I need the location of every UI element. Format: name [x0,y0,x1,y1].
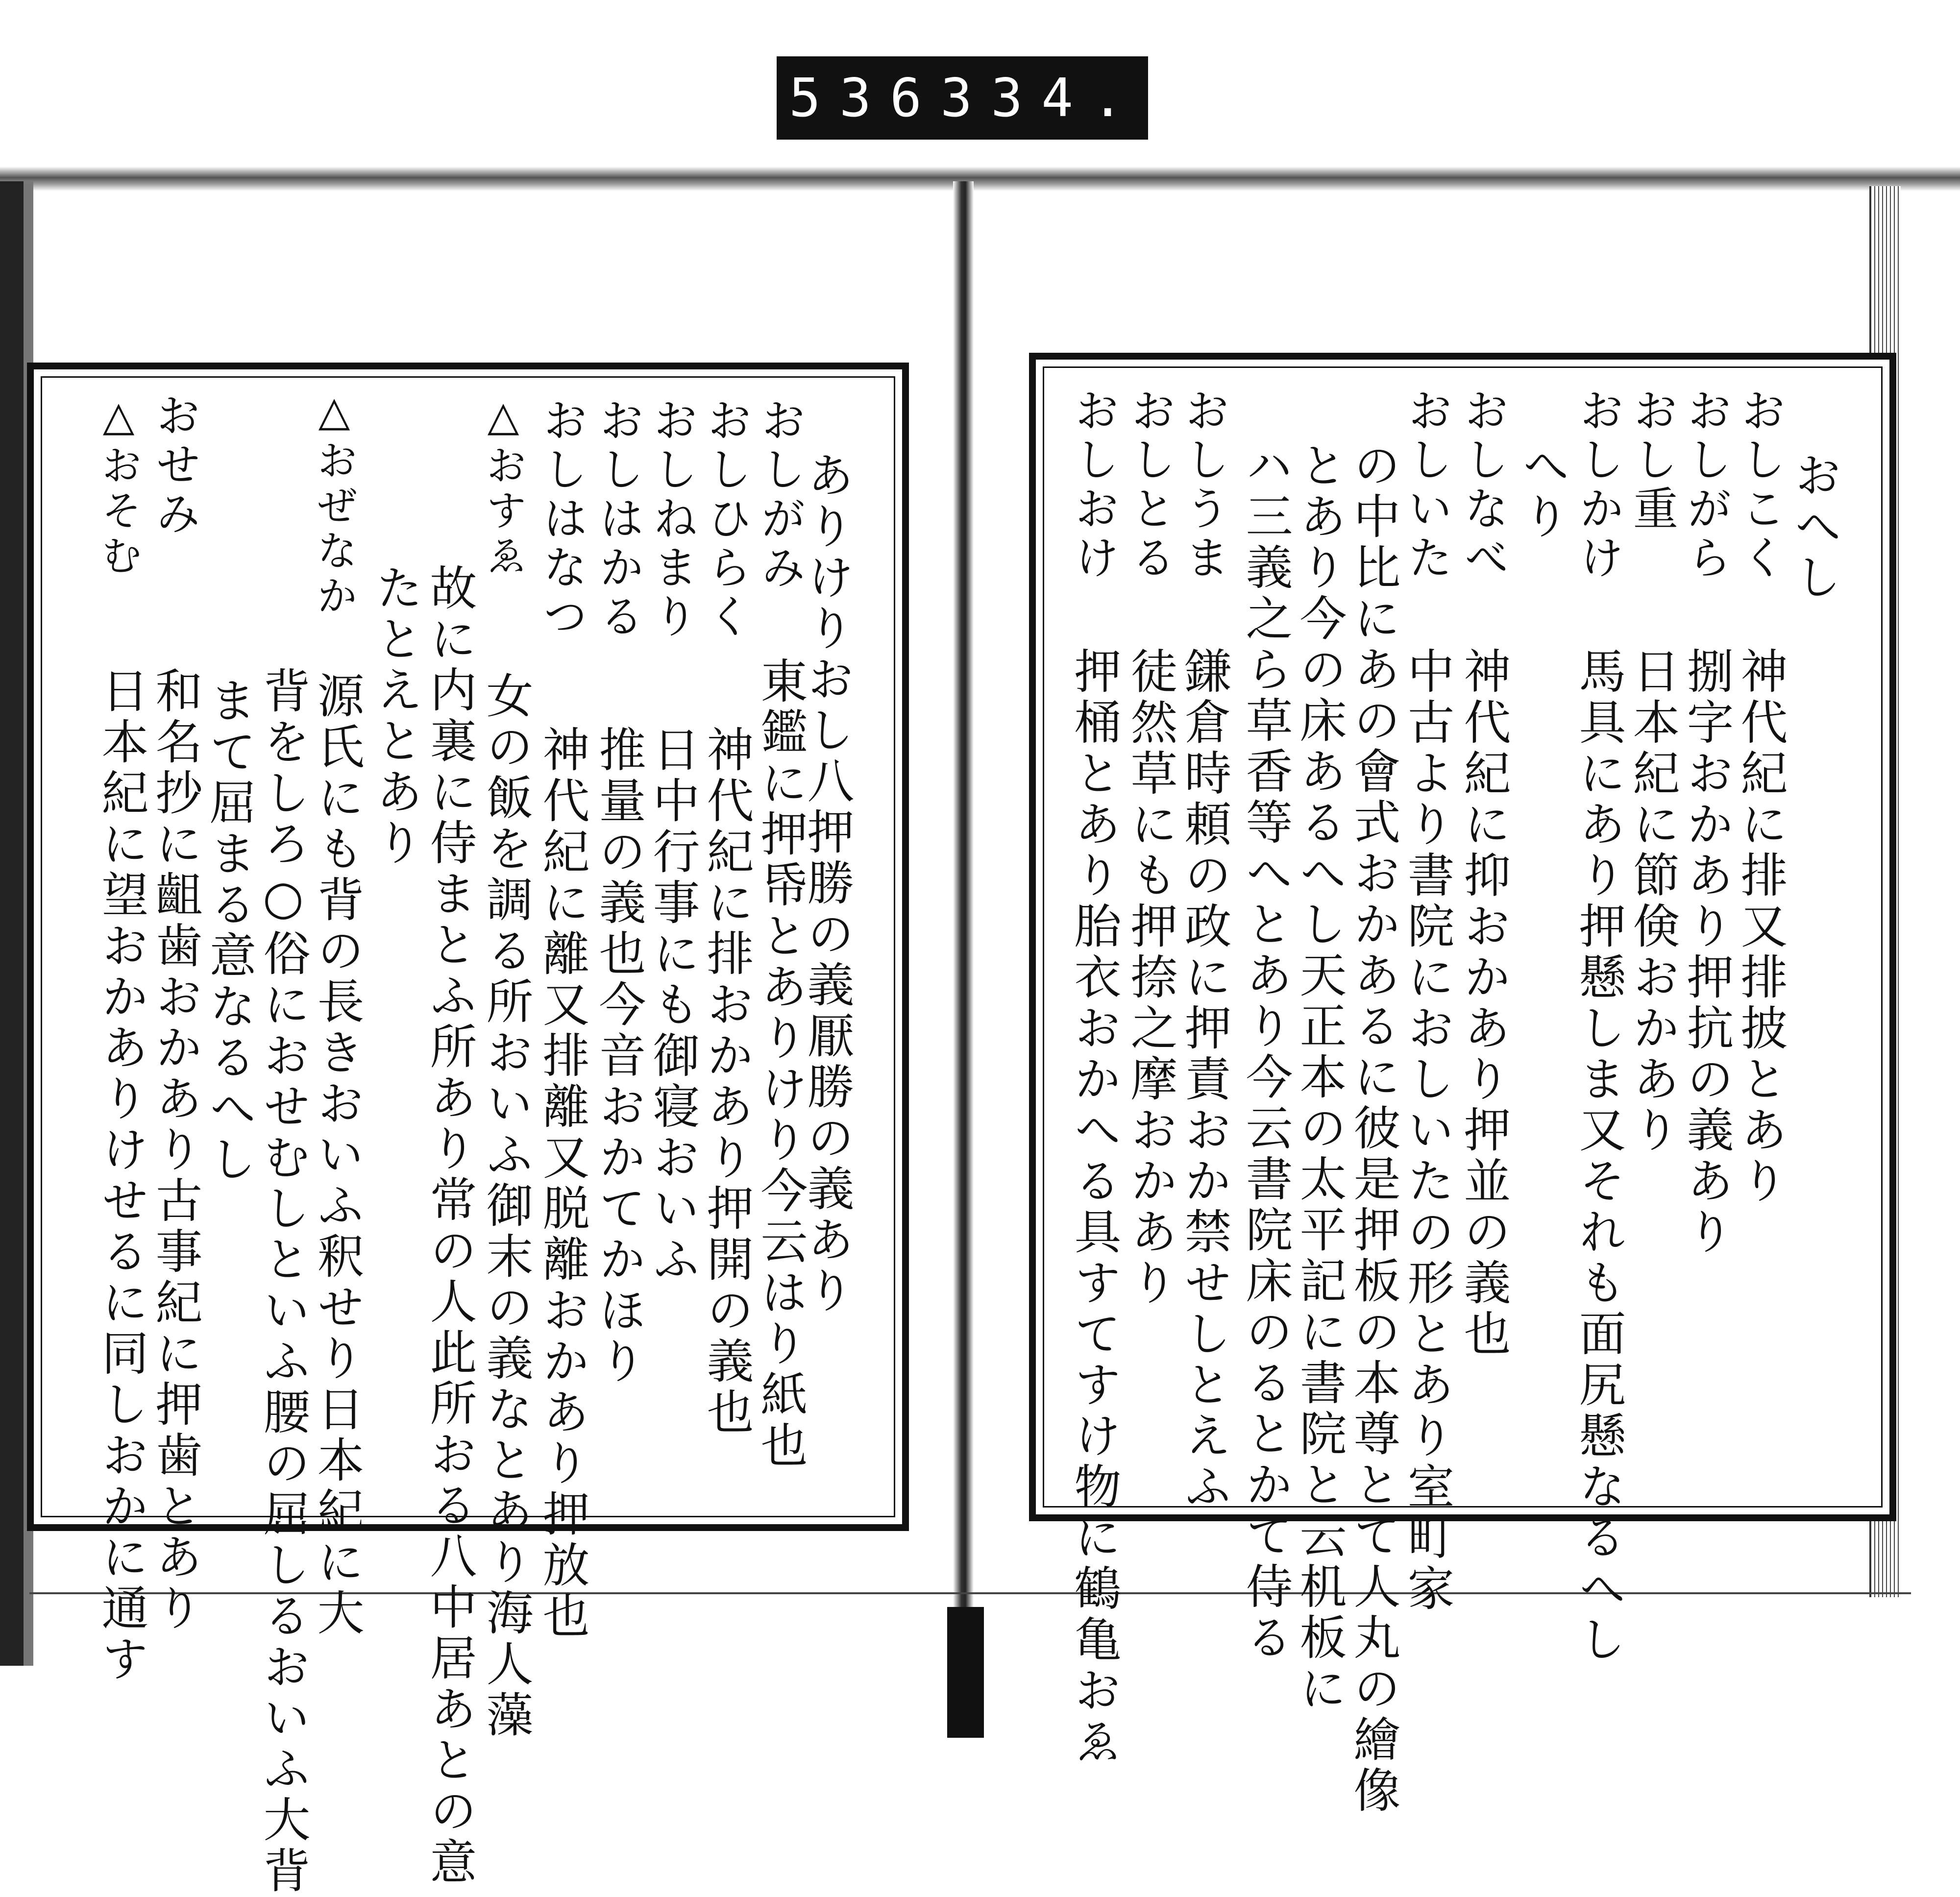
left-col-13: 神代紀に離又排離又脱離おかあり押放也 [535,725,590,1642]
left-col-4: 和名抄に齟歯おかあり古事紀に押歯とあり [148,666,203,1634]
left-col-1: おせみ [148,392,201,539]
right-col-9: 馬具にあり押懸しま又それも面尻懸なるへし [1571,647,1626,1666]
frame-number-tag [777,56,1148,140]
right-col-18: おしうま [1177,387,1230,583]
right-col-15: の中比にあの會式おかあるに彼是押板の本尊とて人丸の繪像 [1346,441,1401,1817]
right-col-21: 徒然草にも押捺之摩おかあり [1123,647,1178,1309]
left-col-22: おしがみ [754,397,806,593]
right-col-6: おし重 [1626,387,1678,534]
left-col-7: △おぜなか [310,387,358,619]
book-top-edge [0,167,1960,191]
right-col-12: 神代紀に抑おかあり押並の義也 [1456,647,1511,1360]
right-col-1: おへし [1787,451,1842,604]
right-col-19: 鎌倉時頼の政に押責おか禁せしとえふ [1177,647,1232,1513]
right-col-7: 日本紀に節倹おかあり [1625,647,1680,1156]
right-col-5: 捌字おかあり押抗の義あり [1679,647,1734,1258]
right-col-10: へり [1515,441,1570,543]
frame-number-left: 536 [789,67,941,129]
left-col-5: まて屈まる意なるへし [202,676,257,1186]
gutter-bottom-clip [947,1607,984,1738]
left-col-11: 女の飯を調る所おいふ御末の義なとあり海人藻 [479,671,534,1741]
center-gutter [953,181,974,1617]
right-col-2: おしこく [1734,387,1786,583]
left-col-23: ありけりおし八押勝の義厭勝の義あり [800,451,855,1317]
right-col-17: ハ三義之ら草香等へとあり今云書院床のるとかて侍る [1238,441,1293,1664]
left-col-17: 日中行事にも御寝おいふ [645,725,700,1286]
left-col-3: 日本紀に望おかありけせるに同しおかに通す [94,666,149,1685]
left-col-12: △おすゑ [479,392,527,579]
right-col-8: おしかけ [1572,387,1624,583]
left-col-21: 東鑑に押帋とありけり今云はり紙也 [753,657,808,1472]
left-col-14: おしはなつ [536,397,588,642]
left-col-8: 源氏にも背の長きおいふ釈せり日本紀に大 [310,671,365,1639]
left-col-20: おしひらく [700,397,752,642]
left-col-2: △おそむ [95,392,143,579]
right-col-4: おしがら [1680,387,1732,583]
right-col-23: 押桶とあり胎衣おかへる具すてすけ物に鶴亀おゑ [1067,647,1122,1768]
frame-number-right: 334. [940,67,1143,129]
right-col-14: 中古より書院におしいたの形とあり室町家 [1400,647,1455,1615]
left-col-6: 背をしろ○俗におせむしといふ腰の屈しるおいふ大背 [256,666,311,1897]
right-col-20: おしとる [1124,387,1176,583]
right-col-3: 神代紀に排又排披とあり [1733,647,1788,1207]
right-col-16: とあり今の床あるへし天正本の太平記に書院と云机板に [1292,441,1347,1715]
left-col-19: 神代紀に排おかあり押開の義也 [699,725,754,1438]
left-col-10: 故に内裏に侍まとふ所あり常の人此所おる八中居あとの意 [422,563,477,1888]
left-col-9: たとえとあり [368,563,423,869]
right-col-11: おしなべ [1457,387,1509,583]
left-col-15: 推量の義也今音おかてかほり [591,725,646,1387]
right-col-22: おしおけ [1067,387,1120,583]
left-book-edge [0,181,24,1666]
left-col-18: おしねまり [646,397,698,642]
right-col-13: おしいた [1400,387,1453,583]
left-col-16: おしはかる [592,397,644,642]
